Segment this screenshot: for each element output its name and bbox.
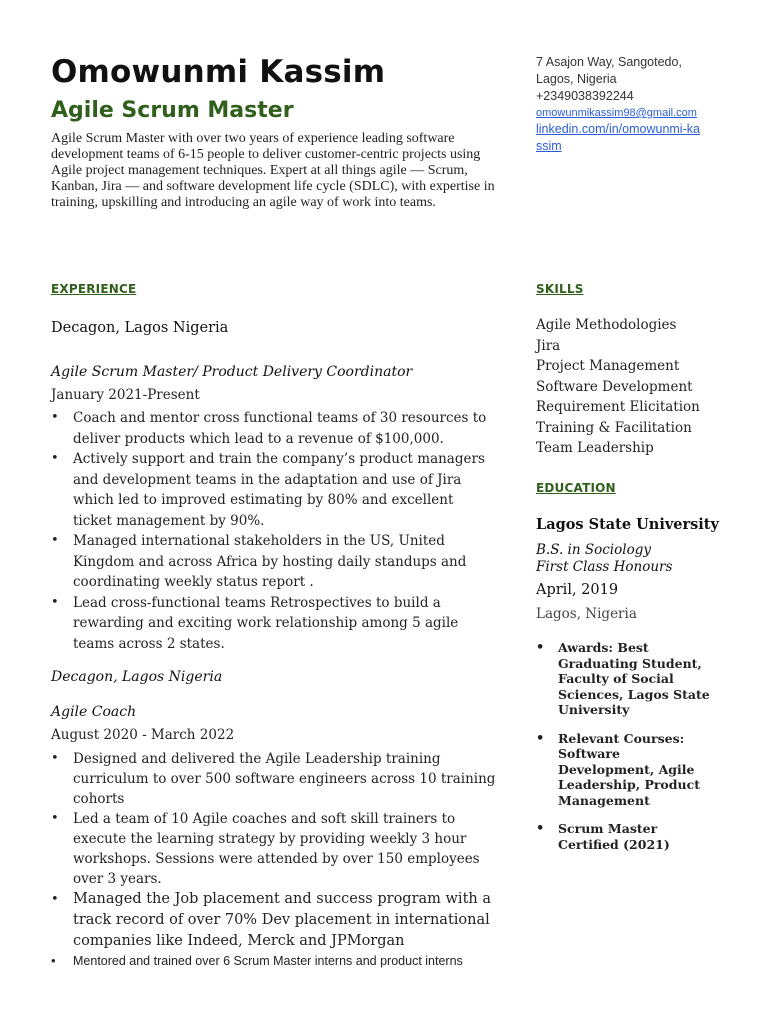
list-item: • Designed and delivered the Agile Leadership training curriculum to over 500 software engineers across 10 training cohorts <box>51 749 496 809</box>
list-item: • Lead cross-functional teams Retrospectives to build a rewarding and exciting work relationship among 5 agile teams across 2 states. <box>51 593 496 655</box>
candidate-name: Omowunmi Kassim <box>51 54 386 90</box>
skill-item: Team Leadership <box>536 440 654 456</box>
list-item: • Led a team of 10 Agile coaches and soft skill trainers to execute the learning strategy by providing weekly 3 hour workshops. Sessions were attended by over 150 employees over 3 years. <box>51 809 496 889</box>
skills-list <box>536 315 736 459</box>
degree-block <box>536 542 672 576</box>
job-2-company: Decagon, Lagos Nigeria <box>51 669 223 685</box>
list-item: • Awards: Best Graduating Student, Faculty of Social Sciences, Lagos State University <box>536 640 716 718</box>
address-line-2: Lagos, Nigeria <box>536 72 617 86</box>
school-location: Lagos, Nigeria <box>536 606 637 622</box>
contact-block <box>536 54 706 155</box>
skill-item: Jira <box>536 337 561 354</box>
degree-honours: First Class Honours <box>536 559 673 575</box>
phone-number: +2349038392244 <box>536 89 634 103</box>
list-item: • Actively support and train the company’s product managers and development teams in the adaptation and use of Jira which led to improved estimating by 80% and excellent ticket management by 90%. <box>51 449 496 531</box>
job-1-company: Decagon, Lagos Nigeria <box>51 320 229 336</box>
job-2-dates: August 2020 - March 2022 <box>51 727 235 743</box>
skill-item: Requirement Elicitation <box>536 399 700 415</box>
job-2-bullets <box>51 749 496 970</box>
list-item: • Managed the Job placement and success program with a track record of over 70% Dev placement in international companies like Indeed, Merck and JPMorgan <box>51 889 496 952</box>
job-1-dates: January 2021-Present <box>51 387 200 403</box>
skills-heading: SKILLS <box>536 282 584 296</box>
degree-name: B.S. in Sociology <box>536 542 651 558</box>
graduation-date: April, 2019 <box>536 582 619 598</box>
profile-summary: Agile Scrum Master with over two years of experience leading software development teams of 6-15 people to deliver customer-centric projects using Agile project management techniques. Expert at all things agile — Scrum, Kanban, Jira — and software development life cycle (SDLC), with expertise in training, upskilling and introducing an agile way of work into teams. <box>51 131 495 210</box>
experience-heading: EXPERIENCE <box>51 282 137 296</box>
skill-item: Agile Methodologies <box>536 317 677 333</box>
education-bullets <box>536 640 716 865</box>
skill-item: Training & Facilitation <box>536 419 692 436</box>
job-1-bullets <box>51 408 496 654</box>
list-item: • Mentored and trained over 6 Scrum Master interns and product interns <box>51 952 496 970</box>
email-link[interactable]: omowunmikassim98@gmail.com <box>536 107 697 119</box>
address-line-1: 7 Asajon Way, Sangotedo, <box>536 55 682 69</box>
school-name: Lagos State University <box>536 516 719 533</box>
job-1-role: Agile Scrum Master/ Product Delivery Coordinator <box>51 364 413 380</box>
list-item: • Coach and mentor cross functional teams of 30 resources to deliver products which lead to a revenue of $100,000. <box>51 408 496 449</box>
list-item: • Managed international stakeholders in the US, United Kingdom and across Africa by hosting daily standups and coordinating weekly status report . <box>51 531 496 593</box>
job-2-role: Agile Coach <box>51 704 137 720</box>
list-item: • Scrum Master Certified (2021) <box>536 821 716 852</box>
list-item: • Relevant Courses: Software Development, Agile Leadership, Product Management <box>536 731 716 809</box>
linkedin-link[interactable]: linkedin.com/in/omowunmi-kassim <box>536 122 700 153</box>
skill-item: Software Development <box>536 378 693 395</box>
skill-item: Project Management <box>536 358 680 374</box>
education-heading: EDUCATION <box>536 481 616 495</box>
job-title: Agile Scrum Master <box>51 98 294 123</box>
